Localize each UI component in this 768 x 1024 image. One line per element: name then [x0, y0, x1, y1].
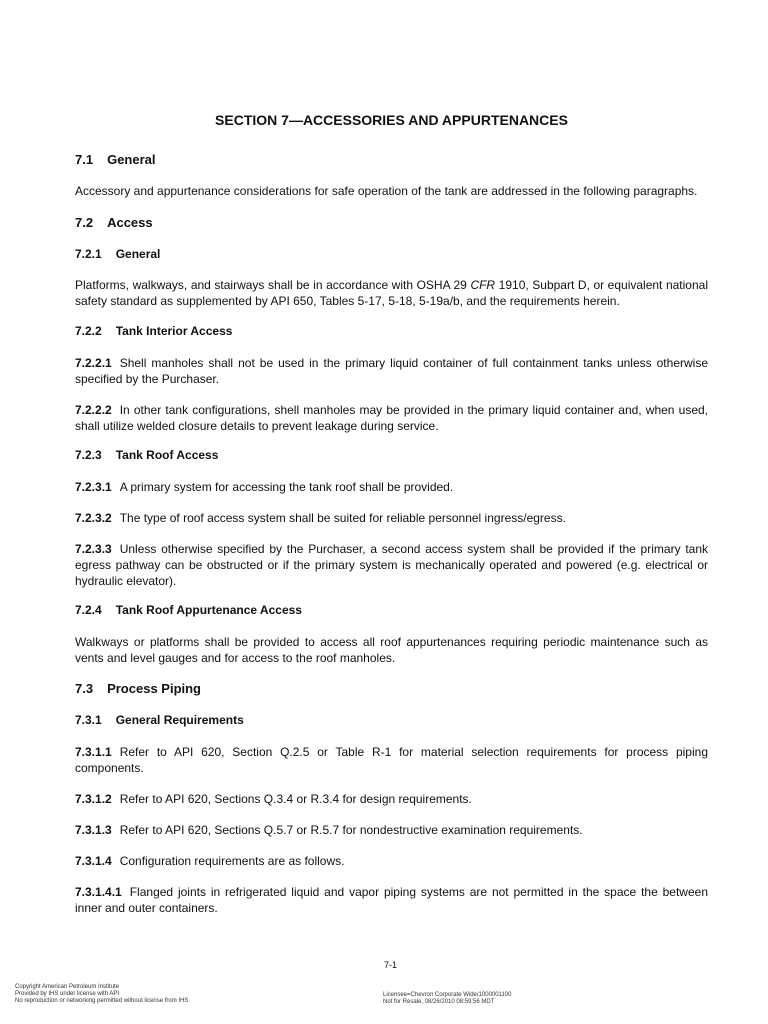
heading-text: Access [107, 215, 153, 230]
paragraph-7-2-2-2 [75, 402, 708, 434]
paragraph-text: The type of roof access system shall be suited for reliable personnel ingress/egress. [119, 511, 566, 525]
paragraph-7-2-3-1 [75, 479, 708, 495]
footer-license [383, 992, 511, 1006]
heading-number: 7.2.3 [75, 448, 102, 462]
paragraph-number: 7.2.3.1 [75, 480, 112, 494]
paragraph-text: Refer to API 620, Section Q.2.5 or Table R-1 for material selection requirements for process piping components. [75, 745, 708, 775]
paragraph-7-3-1-4-1 [75, 884, 708, 916]
heading-7-2-4 [75, 603, 302, 617]
paragraph-7-2-3-3 [75, 541, 708, 589]
paragraph-number: 7.3.1.4 [75, 854, 112, 868]
page-number: 7-1 [384, 960, 398, 970]
paragraph-text: Flanged joints in refrigerated liquid and vapor piping systems are not permitted in the space the between inner and outer containers. [75, 885, 708, 915]
paragraph-text: Platforms, walkways, and stairways shall be in accordance with OSHA 29 [75, 278, 471, 292]
paragraph-number: 7.2.2.2 [75, 403, 112, 417]
paragraph-7-3-1-3 [75, 822, 708, 838]
footer-line: Copyright American Petroleum Institute [15, 984, 120, 990]
paragraph-text: Unless otherwise specified by the Purchaser, a second access system shall be provided if the primary tank egress pathway can be obstructed or if the primary system is mechanically operated and powered (e.g. electrical or hydraulic elevator). [75, 542, 708, 588]
heading-number: 7.2.2 [75, 324, 102, 338]
paragraph-text: Refer to API 620, Sections Q.5.7 or R.5.7 for nondestructive examination requirements. [119, 823, 583, 837]
heading-7-1 [75, 152, 156, 167]
paragraph-text: In other tank configurations, shell manholes may be provided in the primary liquid container and, when used, shall utilize welded closure details to prevent leakage during service. [75, 403, 708, 433]
heading-7-2-3 [75, 448, 218, 462]
heading-number: 7.2.4 [75, 603, 102, 617]
paragraph-text: A primary system for accessing the tank roof shall be provided. [119, 480, 454, 494]
paragraph-7-1: Accessory and appurtenance considerations for safe operation of the tank are addressed in the following paragraphs. [75, 184, 698, 198]
heading-number: 7.2 [75, 215, 94, 230]
footer-line: Licensee=Chevron Corporate Wide/1000001100 [383, 992, 512, 998]
paragraph-7-2-3-2 [75, 510, 708, 526]
heading-7-2-1 [75, 247, 160, 261]
heading-text: Tank Roof Access [115, 448, 219, 462]
footer-line: Not for Resale, 08/26/2010 08:59:56 MDT [383, 999, 495, 1005]
paragraph-7-3-1-4 [75, 853, 708, 869]
heading-text: General [107, 152, 156, 167]
paragraph-7-2-1 [75, 277, 708, 309]
heading-7-3 [75, 681, 201, 696]
paragraph-text: Configuration requirements are as follows. [119, 854, 345, 868]
footer-line: Provided by IHS under license with API [15, 991, 120, 997]
paragraph-7-2-4: Walkways or platforms shall be provided to access all roof appurtenances requiring periodic maintenance such as vents and level gauges and for access to the roof manholes. [75, 635, 708, 665]
cfr-italic: CFR [470, 278, 496, 292]
heading-text: Process Piping [107, 681, 201, 696]
paragraph-7-2-2-1 [75, 355, 708, 387]
heading-7-3-1 [75, 713, 244, 727]
paragraph-number: 7.2.2.1 [75, 356, 112, 370]
paragraph-number: 7.2.3.3 [75, 542, 112, 556]
heading-text: Tank Interior Access [115, 324, 233, 338]
heading-number: 7.1 [75, 152, 94, 167]
paragraph-7-3-1-1 [75, 744, 708, 776]
paragraph-number: 7.2.3.2 [75, 511, 112, 525]
paragraph-number: 7.3.1.1 [75, 745, 112, 759]
heading-text: General [115, 247, 161, 261]
paragraph-7-3-1-2 [75, 791, 708, 807]
paragraph-number: 7.3.1.2 [75, 792, 112, 806]
paragraph-text: 1910, Subpart D, or equivalent national safety standard as supplemented by API 650, Tables 5-17, 5-18, 5-19a/b, and the requirements herein. [75, 278, 708, 308]
paragraph-text: Shell manholes shall not be used in the primary liquid container of full containment tanks unless otherwise specified by the Purchaser. [75, 356, 708, 386]
heading-number: 7.3 [75, 681, 94, 696]
footer-line: No reproduction or networking permitted without license from IHS [15, 998, 189, 1004]
paragraph-number: 7.3.1.4.1 [75, 885, 122, 899]
heading-number: 7.2.1 [75, 247, 102, 261]
heading-text: Tank Roof Appurtenance Access [115, 603, 302, 617]
heading-text: General Requirements [115, 713, 244, 727]
footer-copyright [15, 984, 188, 1005]
heading-7-2 [75, 215, 153, 230]
paragraph-number: 7.3.1.3 [75, 823, 112, 837]
section-title: SECTION 7—ACCESSORIES AND APPURTENANCES [215, 112, 568, 128]
heading-7-2-2 [75, 324, 232, 338]
paragraph-text: Refer to API 620, Sections Q.3.4 or R.3.4 for design requirements. [119, 792, 472, 806]
heading-number: 7.3.1 [75, 713, 102, 727]
